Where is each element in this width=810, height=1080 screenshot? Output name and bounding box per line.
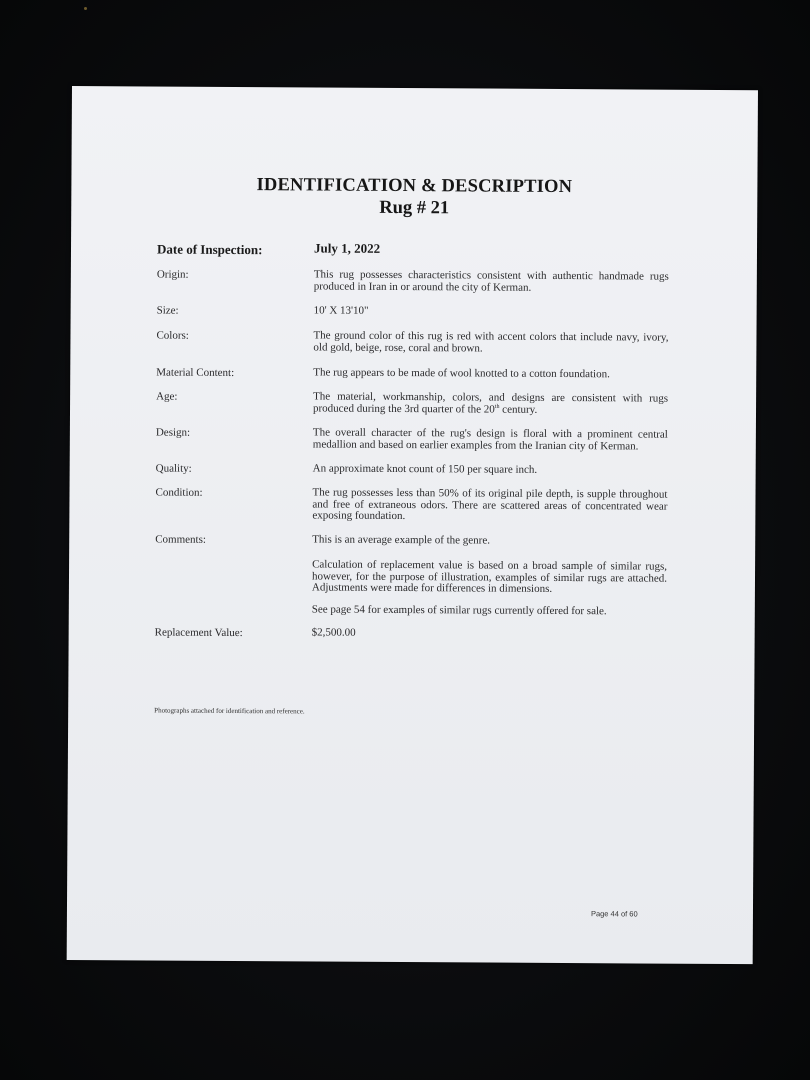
page-number: Page 44 of 60	[590, 909, 638, 919]
field-label: Origin:	[156, 268, 189, 281]
comments-paragraph: See page 54 for examples of similar rugs currently offered for sale.	[311, 603, 607, 618]
field-value: 10' X 13'10"	[313, 304, 369, 317]
field-value: The ground color of this rug is red with accent colors that include navy, ivory, old gold, beige, rose, coral and brown.	[313, 329, 669, 355]
document-title: IDENTIFICATION & DESCRIPTION	[256, 175, 573, 198]
field-row-material	[156, 366, 676, 381]
document-page	[67, 86, 758, 964]
comments-paragraph: Calculation of replacement value is based on a broad sample of similar rugs, however, for the purpose of illustration, examples of similar rugs are attached. Adjustments were made for differences in dimensions.	[311, 558, 668, 595]
field-value: This is an average example of the genre.	[312, 533, 491, 547]
field-label: Material Content:	[156, 366, 235, 379]
field-row-age	[156, 390, 676, 416]
field-label: Age:	[156, 390, 178, 403]
replacement-label: Replacement Value:	[154, 626, 243, 640]
field-label: Quality:	[155, 462, 192, 475]
photo-footnote: Photographs attached for identification and reference.	[154, 706, 305, 716]
field-value: An approximate knot count of 150 per square inch.	[312, 462, 538, 476]
field-label: Colors:	[156, 329, 189, 342]
field-label: Comments:	[155, 533, 207, 546]
field-row-colors	[156, 329, 677, 355]
field-row-comments	[155, 533, 675, 547]
inspection-row	[156, 240, 677, 258]
inspection-label: Date of Inspection:	[156, 241, 263, 258]
field-row-size	[156, 304, 677, 317]
field-value: The overall character of the rug's design is floral with a prominent central medallion and based on earlier examples from the Iranian city of Kerman.	[312, 426, 668, 452]
field-value: The rug possesses less than 50% of its original pile depth, is supple throughout and free of extraneous odors. There are scattered areas of concentrated wear exposing foundation.	[312, 486, 668, 523]
field-value: This rug possesses characteristics consistent with authentic handmade rugs produced in Iran in or around the city of Kerman.	[313, 268, 669, 294]
field-label: Design:	[155, 426, 191, 439]
dust-speck	[84, 7, 87, 10]
inspection-date: July 1, 2022	[313, 240, 381, 256]
field-row-origin	[156, 268, 677, 294]
field-label: Size:	[156, 304, 179, 317]
replacement-value: $2,500.00	[311, 626, 356, 639]
field-value: The material, workmanship, colors, and designs are consistent with rugs produced during the 3rd quarter of the 20th century.	[313, 390, 669, 416]
field-label: Condition:	[155, 486, 203, 499]
document-subtitle: Rug # 21	[379, 197, 450, 219]
field-row-condition	[155, 486, 676, 523]
field-row-design	[155, 426, 676, 452]
field-value: The rug appears to be made of wool knotted to a cotton foundation.	[313, 366, 610, 381]
replacement-row	[154, 626, 675, 640]
field-row-quality	[155, 462, 676, 476]
